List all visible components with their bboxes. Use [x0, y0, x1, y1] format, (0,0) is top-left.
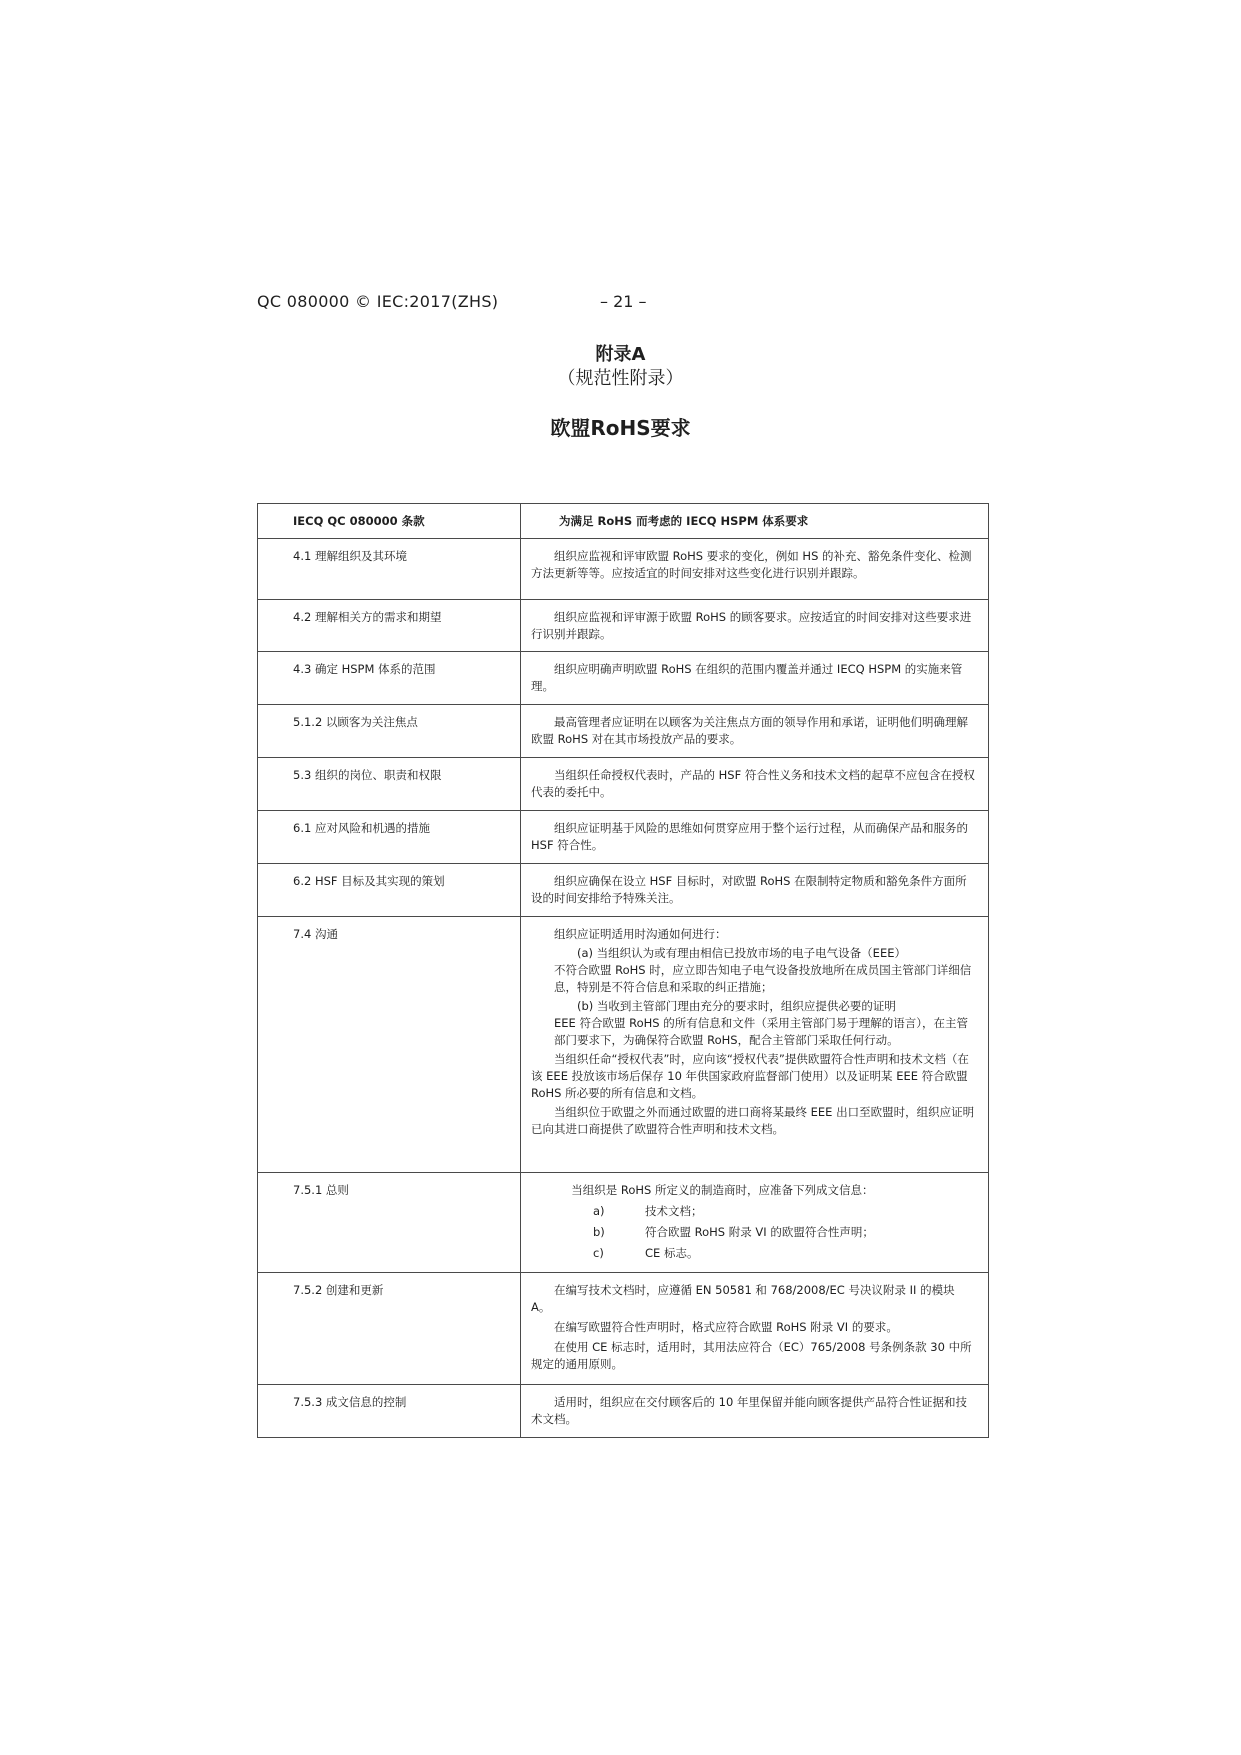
requirement-cell [521, 1273, 989, 1385]
annex-label: 附录A [595, 344, 646, 365]
requirement-cell [521, 864, 989, 917]
clause-cell: 4.2 理解相关方的需求和期望 [258, 600, 521, 652]
clause-cell: 5.3 组织的岗位、职责和权限 [258, 758, 521, 811]
clause-cell: 7.4 沟通 [258, 917, 521, 1173]
requirement-cell [521, 1173, 989, 1273]
list-item-text: 符合欧盟 RoHS 附录 VI 的欧盟符合性声明； [645, 1225, 874, 1239]
requirement-cell [521, 539, 989, 600]
list-item-marker: c) [593, 1246, 604, 1260]
clause-cell: 5.1.2 以顾客为关注焦点 [258, 705, 521, 758]
requirement-item-b-rest: EEE 符合欧盟 RoHS 的所有信息和文件（采用主管部门易于理解的语言），在主管部门要求下，为确保符合欧盟 RoHS，配合主管部门采取任何行动。 [554, 1016, 968, 1047]
column-header-clause: IECQ QC 080000 条款 [258, 504, 521, 539]
requirement-text: 在编写技术文档时，应遵循 EN 50581 和 768/2008/EC 号决议附录 II 的模块 A。 [531, 1283, 955, 1314]
table-row [258, 917, 989, 1173]
requirement-cell [521, 705, 989, 758]
list-item [531, 1245, 976, 1262]
requirement-text: 最高管理者应证明在以顾客为关注焦点方面的领导作用和承诺，证明他们明确理解欧盟 RoHS 对在其市场投放产品的要求。 [531, 715, 968, 746]
clause-cell: 7.5.1 总则 [258, 1173, 521, 1273]
clause-cell: 7.5.3 成文信息的控制 [258, 1385, 521, 1438]
clause-cell: 4.1 理解组织及其环境 [258, 539, 521, 600]
requirements-table [257, 503, 989, 1438]
requirement-cell [521, 600, 989, 652]
table-row [258, 652, 989, 705]
table-row [258, 811, 989, 864]
requirement-text: 组织应确保在设立 HSF 目标时，对欧盟 RoHS 在限制特定物质和豁免条件方面所设的时间安排给予特殊关注。 [531, 874, 967, 905]
table-row [258, 758, 989, 811]
requirement-text: 组织应监视和评审欧盟 RoHS 要求的变化，例如 HS 的补充、豁免条件变化、检测方法更新等等。应按适宜的时间安排对这些变化进行识别并跟踪。 [531, 549, 972, 580]
requirement-text: 组织应证明基于风险的思维如何贯穿应用于整个运行过程，从而确保产品和服务的 HSF 符合性。 [531, 821, 968, 852]
table-row [258, 1385, 989, 1438]
list-item [531, 1224, 976, 1241]
requirement-cell [521, 652, 989, 705]
requirement-item-a-rest: 不符合欧盟 RoHS 时，应立即告知电子电气设备投放地所在成员国主管部门详细信息，特别是不符合信息和采取的纠正措施； [554, 963, 972, 994]
table-row [258, 539, 989, 600]
requirement-text: 当组织任命授权代表时，产品的 HSF 符合性义务和技术文档的起草不应包含在授权代表的委托中。 [531, 768, 975, 799]
clause-cell: 6.2 HSF 目标及其实现的策划 [258, 864, 521, 917]
list-item-text: CE 标志。 [645, 1246, 699, 1260]
requirement-cell [521, 1385, 989, 1438]
clause-cell: 7.5.2 创建和更新 [258, 1273, 521, 1385]
list-item-marker: b) [593, 1225, 605, 1239]
requirement-text: 当组织位于欧盟之外而通过欧盟的进口商将某最终 EEE 出口至欧盟时，组织应证明已向其进口商提供了欧盟符合性声明和技术文档。 [531, 1105, 975, 1136]
document-reference: QC 080000 © IEC:2017(ZHS) [257, 292, 499, 311]
requirement-text: 在使用 CE 标志时，适用时，其用法应符合（EC）765/2008 号条例条款 30 中所规定的通用原则。 [531, 1340, 972, 1371]
requirement-text: 在编写欧盟符合性声明时，格式应符合欧盟 RoHS 附录 VI 的要求。 [554, 1320, 898, 1334]
column-header-requirement: 为满足 RoHS 而考虑的 IECQ HSPM 体系要求 [521, 504, 989, 539]
table-row [258, 864, 989, 917]
list-item [531, 1203, 976, 1220]
table-row [258, 705, 989, 758]
annex-title: 欧盟RoHS要求 [550, 416, 691, 440]
list-item-text: 技术文档； [645, 1204, 703, 1218]
annex-type: （规范性附录） [557, 368, 684, 389]
requirement-intro: 当组织是 RoHS 所定义的制造商时，应准备下列成文信息： [571, 1183, 874, 1197]
requirement-cell [521, 917, 989, 1173]
table-row [258, 1173, 989, 1273]
clause-cell: 4.3 确定 HSPM 体系的范围 [258, 652, 521, 705]
requirement-text: 组织应监视和评审源于欧盟 RoHS 的顾客要求。应按适宜的时间安排对这些要求进行识别并跟踪。 [531, 610, 972, 641]
requirement-text: 组织应明确声明欧盟 RoHS 在组织的范围内覆盖并通过 IECQ HSPM 的实施来管理。 [531, 662, 963, 693]
list-item-marker: a) [593, 1204, 605, 1218]
requirement-item-b-first: (b) 当收到主管部门理由充分的要求时，组织应提供必要的证明 [577, 999, 896, 1013]
requirement-item-a-first: (a) 当组织认为或有理由相信已投放市场的电子电气设备（EEE） [577, 946, 906, 960]
clause-cell: 6.1 应对风险和机遇的措施 [258, 811, 521, 864]
requirement-intro: 组织应证明适用时沟通如何进行： [554, 927, 727, 941]
requirement-cell [521, 811, 989, 864]
table-row [258, 600, 989, 652]
table-row [258, 1273, 989, 1385]
requirement-text: 当组织任命“授权代表”时，应向该“授权代表”提供欧盟符合性声明和技术文档（在该 EEE 投放该市场后保存 10 年供国家政府监督部门使用）以及证明某 EEE 符合欧盟 RoHS 所必要的所有信息和文档。 [531, 1052, 969, 1100]
page-number: – 21 – [600, 292, 647, 311]
table-header-row [258, 504, 989, 539]
requirement-text: 适用时，组织应在交付顾客后的 10 年里保留并能向顾客提供产品符合性证据和技术文档。 [531, 1395, 967, 1426]
requirement-cell [521, 758, 989, 811]
